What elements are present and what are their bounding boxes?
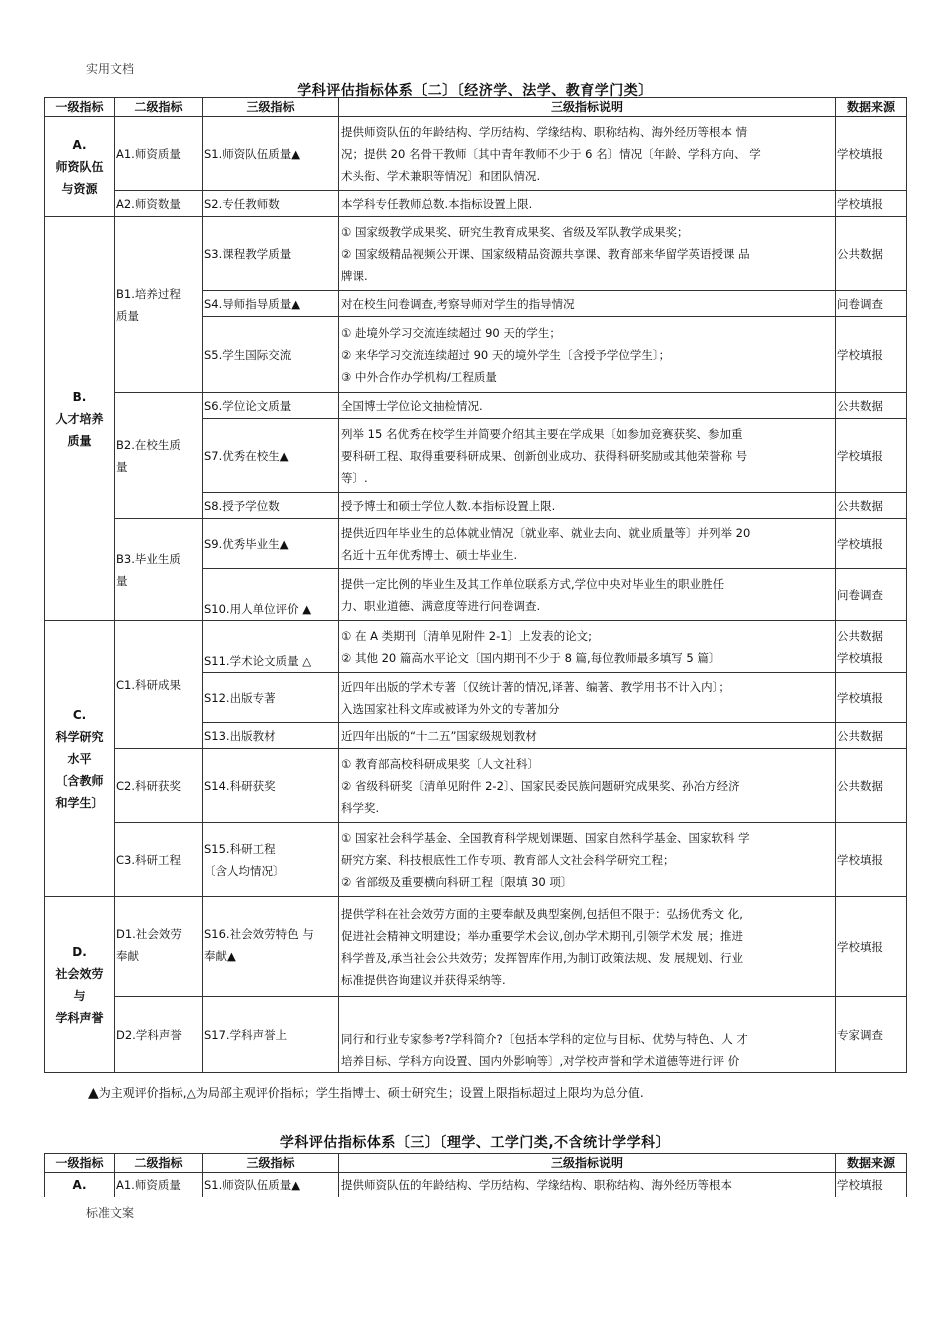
source-cell: 学校填报 bbox=[836, 117, 907, 191]
table-row bbox=[45, 823, 907, 897]
level1-cell-a: A. bbox=[45, 1173, 115, 1197]
col-header: 三级指标说明 bbox=[339, 1154, 836, 1173]
description-cell: 提供师资队伍的年龄结构、学历结构、学缘结构、职称结构、海外经历等根本 情 况；提供 20 名骨干教师〔其中青年教师不少于 6 名〕情况〔年龄、学科方向、 学 术头衔、学术兼职等情况〕和团队情况. bbox=[339, 117, 836, 191]
description-cell: 列举 15 名优秀在校学生并简要介绍其主要在学成果〔如参加竞赛获奖、参加重 要科研工程、取得重要科研成果、创新创业成功、获得科研奖励或其他荣誉称 号 等〕. bbox=[339, 419, 836, 493]
page-footer: 标准文案 bbox=[86, 1206, 135, 1220]
table-row bbox=[45, 519, 907, 569]
level3-cell: S1.师资队伍质量▲ bbox=[203, 117, 339, 191]
table-title-2: 学科评估指标体系〔二〕〔经济学、法学、教育学门类〕 bbox=[297, 83, 653, 99]
table-row bbox=[45, 621, 907, 673]
col-header: 数据来源 bbox=[836, 98, 907, 117]
level1-cell-b: B. 人才培养 质量 bbox=[45, 217, 115, 621]
level3-cell: S12.出版专著 bbox=[203, 673, 339, 723]
level2-cell: A1.师资质量 bbox=[115, 1173, 203, 1197]
indicator-table-2 bbox=[44, 97, 907, 1073]
source-cell: 学校填报 bbox=[836, 897, 907, 997]
col-header: 三级指标 bbox=[203, 1154, 339, 1173]
source-cell: 公共数据 bbox=[836, 217, 907, 291]
level3-cell: S14.科研获奖 bbox=[203, 749, 339, 823]
source-cell: 学校填报 bbox=[836, 419, 907, 493]
table-header-row bbox=[45, 98, 907, 117]
level2-cell: C1.科研成果 bbox=[115, 621, 203, 749]
table-row bbox=[45, 393, 907, 419]
level3-cell: S16.社会效劳特色 与 奉献▲ bbox=[203, 897, 339, 997]
description-cell: 授予博士和硕士学位人数.本指标设置上限. bbox=[339, 493, 836, 519]
table-row bbox=[45, 749, 907, 823]
table-row bbox=[45, 1173, 907, 1197]
level1-cell-a: A. 师资队伍 与资源 bbox=[45, 117, 115, 217]
description-cell: 提供师资队伍的年龄结构、学历结构、学缘结构、职称结构、海外经历等根本 bbox=[339, 1173, 836, 1197]
description-cell: 近四年出版的学术专著〔仅统计著的情况,译著、编著、教学用书不计入内〕； 入选国家社科文库或被译为外文的专著加分 bbox=[339, 673, 836, 723]
level2-cell: C2.科研获奖 bbox=[115, 749, 203, 823]
description-cell: ① 教育部高校科研成果奖〔人文社科〕 ② 省级科研奖〔清单见附件 2-2〕、国家民委民族问题研究成果奖、孙冶方经济 科学奖. bbox=[339, 749, 836, 823]
table-row bbox=[45, 191, 907, 217]
description-cell: ① 国家级教学成果奖、研究生教育成果奖、省级及军队教学成果奖； ② 国家级精品视频公开课、国家级精品资源共享课、教育部来华留学英语授课 品 牌课. bbox=[339, 217, 836, 291]
source-cell: 学校填报 bbox=[836, 519, 907, 569]
source-cell: 公共数据 bbox=[836, 749, 907, 823]
level3-cell: S4.导师指导质量▲ bbox=[203, 291, 339, 317]
description-cell: 近四年出版的“十二五”国家级规划教材 bbox=[339, 723, 836, 749]
level2-cell: A2.师资数量 bbox=[115, 191, 203, 217]
source-cell: 公共数据 bbox=[836, 723, 907, 749]
level3-cell: S17.学科声誉上 bbox=[203, 997, 339, 1073]
table-header-row bbox=[45, 1154, 907, 1173]
level2-cell: B2.在校生质 量 bbox=[115, 393, 203, 519]
level3-cell: S7.优秀在校生▲ bbox=[203, 419, 339, 493]
description-cell: ① 国家社会科学基金、全国教育科学规划课题、国家自然科学基金、国家软科 学 研究方案、科技根底性工作专项、教育部人文社会科学研究工程； ② 省部级及重要横向科研工程〔限填 30 项〕 bbox=[339, 823, 836, 897]
level3-cell: S1.师资队伍质量▲ bbox=[203, 1173, 339, 1197]
description-cell: 对在校生问卷调查,考察导师对学生的指导情况 bbox=[339, 291, 836, 317]
footnote-text: 为主观评价指标,△为局部主观评价指标；学生指博士、硕士研究生；设置上限指标超过上限均为总分值. bbox=[98, 1086, 644, 1100]
source-cell: 学校填报 bbox=[836, 1173, 907, 1197]
table-row bbox=[45, 117, 907, 191]
triangle-icon: ▲ bbox=[88, 1085, 99, 1101]
source-cell: 学校填报 bbox=[836, 317, 907, 393]
source-cell: 问卷调查 bbox=[836, 569, 907, 621]
level2-cell: D1.社会效劳 奉献 bbox=[115, 897, 203, 997]
col-header: 二级指标 bbox=[115, 1154, 203, 1173]
table-footnote bbox=[88, 1084, 644, 1101]
source-cell: 专家调查 bbox=[836, 997, 907, 1073]
level2-cell: D2.学科声誉 bbox=[115, 997, 203, 1073]
source-cell: 问卷调查 bbox=[836, 291, 907, 317]
level1-cell-d: D. 社会效劳 与 学科声誉 bbox=[45, 897, 115, 1073]
col-header: 数据来源 bbox=[836, 1154, 907, 1173]
source-cell: 公共数据 学校填报 bbox=[836, 621, 907, 673]
col-header: 三级指标说明 bbox=[339, 98, 836, 117]
page-header: 实用文档 bbox=[86, 62, 135, 76]
source-cell: 公共数据 bbox=[836, 493, 907, 519]
description-cell: 同行和行业专家参考?学科简介?〔包括本学科的定位与目标、优势与特色、人 才 培养目标、学科方向设置、国内外影响等〕,对学校声誉和学术道德等进行评 价 bbox=[339, 997, 836, 1073]
table-title-3: 学科评估指标体系〔三〕〔理学、工学门类,不含统计学学科〕 bbox=[279, 1135, 671, 1151]
col-header: 二级指标 bbox=[115, 98, 203, 117]
level3-cell: S3.课程教学质量 bbox=[203, 217, 339, 291]
description-cell: ① 在 A 类期刊〔清单见附件 2-1〕上发表的论文; ② 其他 20 篇高水平论文〔国内期刊不少于 8 篇,每位教师最多填写 5 篇〕 bbox=[339, 621, 836, 673]
table-row bbox=[45, 217, 907, 291]
level3-cell: S2.专任教师数 bbox=[203, 191, 339, 217]
indicator-table-3 bbox=[44, 1153, 907, 1197]
level3-cell: S8.授予学位数 bbox=[203, 493, 339, 519]
description-cell: 提供学科在社会效劳方面的主要奉献及典型案例,包括但不限于：弘扬优秀文 化, 促进社会精神文明建设；举办重要学术会议,创办学术期刊,引领学术发 展；推进 科学普及,承当社会公共效劳；发挥智库作用,为制订政策法规、发 展规划、行业 标准提供咨询建议并获得采纳等. bbox=[339, 897, 836, 997]
level2-cell: C3.科研工程 bbox=[115, 823, 203, 897]
source-cell: 公共数据 bbox=[836, 393, 907, 419]
level3-cell: S10.用人单位评价 ▲ bbox=[203, 569, 339, 621]
level2-cell: A1.师资质量 bbox=[115, 117, 203, 191]
level3-cell: S6.学位论文质量 bbox=[203, 393, 339, 419]
description-cell: 全国博士学位论文抽检情况. bbox=[339, 393, 836, 419]
col-header: 一级指标 bbox=[45, 1154, 115, 1173]
level3-cell: S5.学生国际交流 bbox=[203, 317, 339, 393]
level2-cell: B1.培养过程 质量 bbox=[115, 217, 203, 393]
table-row bbox=[45, 997, 907, 1073]
description-cell: 提供近四年毕业生的总体就业情况〔就业率、就业去向、就业质量等〕并列举 20 名近十五年优秀博士、硕士毕业生. bbox=[339, 519, 836, 569]
level2-cell: B3.毕业生质 量 bbox=[115, 519, 203, 621]
level1-cell-c: C. 科学研究 水平 〔含教师 和学生〕 bbox=[45, 621, 115, 897]
level3-cell: S11.学术论文质量 △ bbox=[203, 621, 339, 673]
col-header: 一级指标 bbox=[45, 98, 115, 117]
description-cell: 提供一定比例的毕业生及其工作单位联系方式,学位中央对毕业生的职业胜任 力、职业道德、满意度等进行问卷调查. bbox=[339, 569, 836, 621]
source-cell: 学校填报 bbox=[836, 673, 907, 723]
level3-cell: S15.科研工程 〔含人均情况〕 bbox=[203, 823, 339, 897]
source-cell: 学校填报 bbox=[836, 191, 907, 217]
description-cell: 本学科专任教师总数.本指标设置上限. bbox=[339, 191, 836, 217]
table-row bbox=[45, 897, 907, 997]
description-cell: ① 赴境外学习交流连续超过 90 天的学生； ② 来华学习交流连续超过 90 天的境外学生〔含授予学位学生〕； ③ 中外合作办学机构/工程质量 bbox=[339, 317, 836, 393]
level3-cell: S9.优秀毕业生▲ bbox=[203, 519, 339, 569]
level3-cell: S13.出版教材 bbox=[203, 723, 339, 749]
source-cell: 学校填报 bbox=[836, 823, 907, 897]
col-header: 三级指标 bbox=[203, 98, 339, 117]
